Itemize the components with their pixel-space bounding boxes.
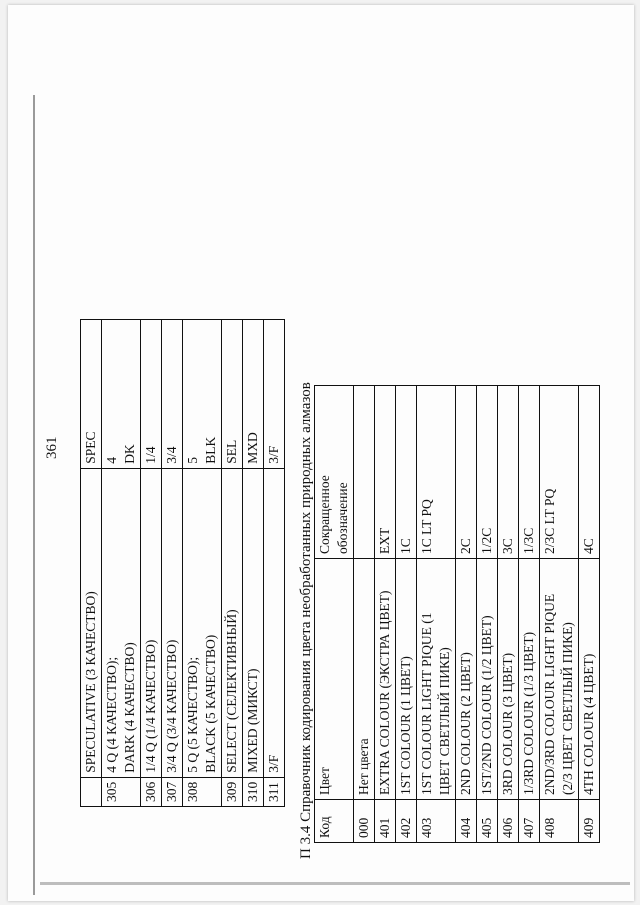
table-header-row xyxy=(315,386,354,843)
code-cell: 307 xyxy=(162,777,183,806)
description-line: 2ND/3RD COLOUR LIGHT PIQUE xyxy=(542,593,557,795)
description-cell xyxy=(81,468,102,777)
code-cell: 408 xyxy=(540,800,579,843)
description-line: EXTRA COLOUR (ЭКСТРА ЦВЕТ) xyxy=(377,590,392,795)
table-row xyxy=(375,386,396,843)
description-line: DARK (4 КАЧЕСТВО) xyxy=(122,642,137,773)
description-cell xyxy=(579,559,600,800)
abbreviation-line: EXT xyxy=(377,527,392,554)
abbreviation-line: 3/4 xyxy=(164,446,179,464)
description-cell xyxy=(243,468,264,777)
abbreviation-cell xyxy=(540,386,579,559)
description-line: SELECT (СЕЛЕКТИВНЫЙ) xyxy=(224,609,239,773)
description-cell xyxy=(540,559,579,800)
description-line: (2/3 ЦВЕТ СВЕТЛЫЙ ПИКЕ) xyxy=(560,622,575,795)
abbreviation-cell xyxy=(243,319,264,468)
table-row xyxy=(456,386,477,843)
description-line: 2ND COLOUR (2 ЦВЕТ) xyxy=(458,652,473,795)
description-cell xyxy=(102,468,141,777)
page-number: 361 xyxy=(44,436,60,459)
description-line: MIXED (МИКСТ) xyxy=(245,668,260,773)
code-cell: 402 xyxy=(396,800,417,843)
abbreviation-line: 2/3C LT PQ xyxy=(542,488,557,554)
abbreviation-line: 1/4 xyxy=(143,446,158,464)
description-line: 1ST COLOUR LIGHT PIQUE (1 xyxy=(419,612,434,795)
header-abbreviation-line: Сокращенное xyxy=(317,475,332,554)
code-cell: 407 xyxy=(519,800,540,843)
header-color: Цвет xyxy=(315,559,354,800)
code-cell: 305 xyxy=(102,777,141,806)
code-cell: 403 xyxy=(417,800,456,843)
abbreviation-line: SPEC xyxy=(83,431,98,464)
description-cell xyxy=(498,559,519,800)
description-line: 1ST COLOUR (1 ЦВЕТ) xyxy=(398,656,413,795)
description-line: 4TH COLOUR (4 ЦВЕТ) xyxy=(581,653,596,795)
abbreviation-cell xyxy=(102,319,141,468)
description-line: SPECULATIVE (3 КАЧЕСТВО) xyxy=(83,591,98,773)
abbreviation-cell xyxy=(456,386,477,559)
header-code: Код xyxy=(315,800,354,843)
code-cell: 309 xyxy=(222,777,243,806)
table-row xyxy=(396,386,417,843)
abbreviation-line: 3/F xyxy=(266,445,281,464)
code-cell: 409 xyxy=(579,800,600,843)
table-row xyxy=(81,319,102,806)
color-code-table xyxy=(314,385,600,843)
description-line: 1ST/2ND COLOUR (1/2 ЦВЕТ) xyxy=(479,615,494,795)
abbreviation-line: 2C xyxy=(458,538,473,554)
abbreviation-cell xyxy=(396,386,417,559)
abbreviation-cell xyxy=(579,386,600,559)
abbreviation-cell xyxy=(354,386,375,559)
description-cell xyxy=(141,468,162,777)
description-cell xyxy=(375,559,396,800)
description-cell xyxy=(222,468,243,777)
description-cell xyxy=(264,468,285,777)
color-code-table-body xyxy=(354,386,600,843)
abbreviation-line: 1C LT PQ xyxy=(419,499,434,554)
table-row xyxy=(162,319,183,806)
table-row xyxy=(417,386,456,843)
table-row xyxy=(579,386,600,843)
description-cell xyxy=(396,559,417,800)
description-line: BLACK (5 КАЧЕСТВО) xyxy=(203,634,218,773)
abbreviation-line: 4 xyxy=(104,457,119,464)
code-cell: 404 xyxy=(456,800,477,843)
table-row xyxy=(243,319,264,806)
table-row xyxy=(498,386,519,843)
code-cell: 311 xyxy=(264,777,285,806)
description-cell xyxy=(354,559,375,800)
code-cell: 310 xyxy=(243,777,264,806)
table-row xyxy=(264,319,285,806)
code-cell: 306 xyxy=(141,777,162,806)
table-row xyxy=(183,319,222,806)
abbreviation-cell xyxy=(222,319,243,468)
table-row xyxy=(102,319,141,806)
description-line: 1/3RD COLOUR (1/3 ЦВЕТ) xyxy=(521,631,536,795)
description-cell xyxy=(183,468,222,777)
abbreviation-cell xyxy=(162,319,183,468)
abbreviation-line: MXD xyxy=(245,432,260,464)
abbreviation-line: BLK xyxy=(203,436,218,464)
table-row xyxy=(222,319,243,806)
abbreviation-line: 1C xyxy=(398,538,413,554)
description-cell xyxy=(477,559,498,800)
description-line: 3RD COLOUR (3 ЦВЕТ) xyxy=(500,652,515,795)
abbreviation-line: 5 xyxy=(185,457,200,464)
code-cell: 000 xyxy=(354,800,375,843)
code-cell xyxy=(81,777,102,806)
abbreviation-cell xyxy=(264,319,285,468)
description-line: 1/4 Q (1/4 КАЧЕСТВО) xyxy=(143,639,158,773)
quality-code-table xyxy=(80,319,285,807)
code-cell: 401 xyxy=(375,800,396,843)
color-code-table-head xyxy=(315,386,354,843)
abbreviation-cell xyxy=(81,319,102,468)
description-line: 5 Q (5 КАЧЕСТВО); xyxy=(185,656,200,773)
description-line: ЦВЕТ СВЕТЛЫЙ ПИКЕ) xyxy=(437,647,452,795)
description-line: Нет цвета xyxy=(356,738,371,795)
abbreviation-line: 3C xyxy=(500,538,515,554)
abbreviation-cell xyxy=(183,319,222,468)
code-cell: 308 xyxy=(183,777,222,806)
code-cell: 406 xyxy=(498,800,519,843)
abbreviation-line: 1/2C xyxy=(479,527,494,554)
description-cell xyxy=(417,559,456,800)
abbreviation-line: DK xyxy=(122,444,137,464)
code-cell: 405 xyxy=(477,800,498,843)
abbreviation-cell xyxy=(498,386,519,559)
description-cell xyxy=(519,559,540,800)
header-abbreviation xyxy=(315,386,354,559)
abbreviation-cell xyxy=(519,386,540,559)
description-line: 3/4 Q (3/4 КАЧЕСТВО) xyxy=(164,639,179,773)
abbreviation-cell xyxy=(375,386,396,559)
abbreviation-cell xyxy=(141,319,162,468)
table-row xyxy=(540,386,579,843)
table-caption: П 3.4 Справочник кодирования цвета необработанных природных алмазов xyxy=(298,382,314,859)
description-cell xyxy=(456,559,477,800)
abbreviation-cell xyxy=(417,386,456,559)
description-line: 3/F xyxy=(266,754,281,773)
table-row xyxy=(519,386,540,843)
abbreviation-cell xyxy=(477,386,498,559)
abbreviation-line: 1/3C xyxy=(521,527,536,554)
table-row xyxy=(477,386,498,843)
quality-code-table-body xyxy=(81,319,285,806)
header-abbreviation-line: обозначение xyxy=(335,482,350,554)
description-line: 4 Q (4 КАЧЕСТВО); xyxy=(104,656,119,773)
abbreviation-line: 4C xyxy=(581,538,596,554)
description-cell xyxy=(162,468,183,777)
table-row xyxy=(354,386,375,843)
abbreviation-line: SEL xyxy=(224,439,239,464)
table-row xyxy=(141,319,162,806)
